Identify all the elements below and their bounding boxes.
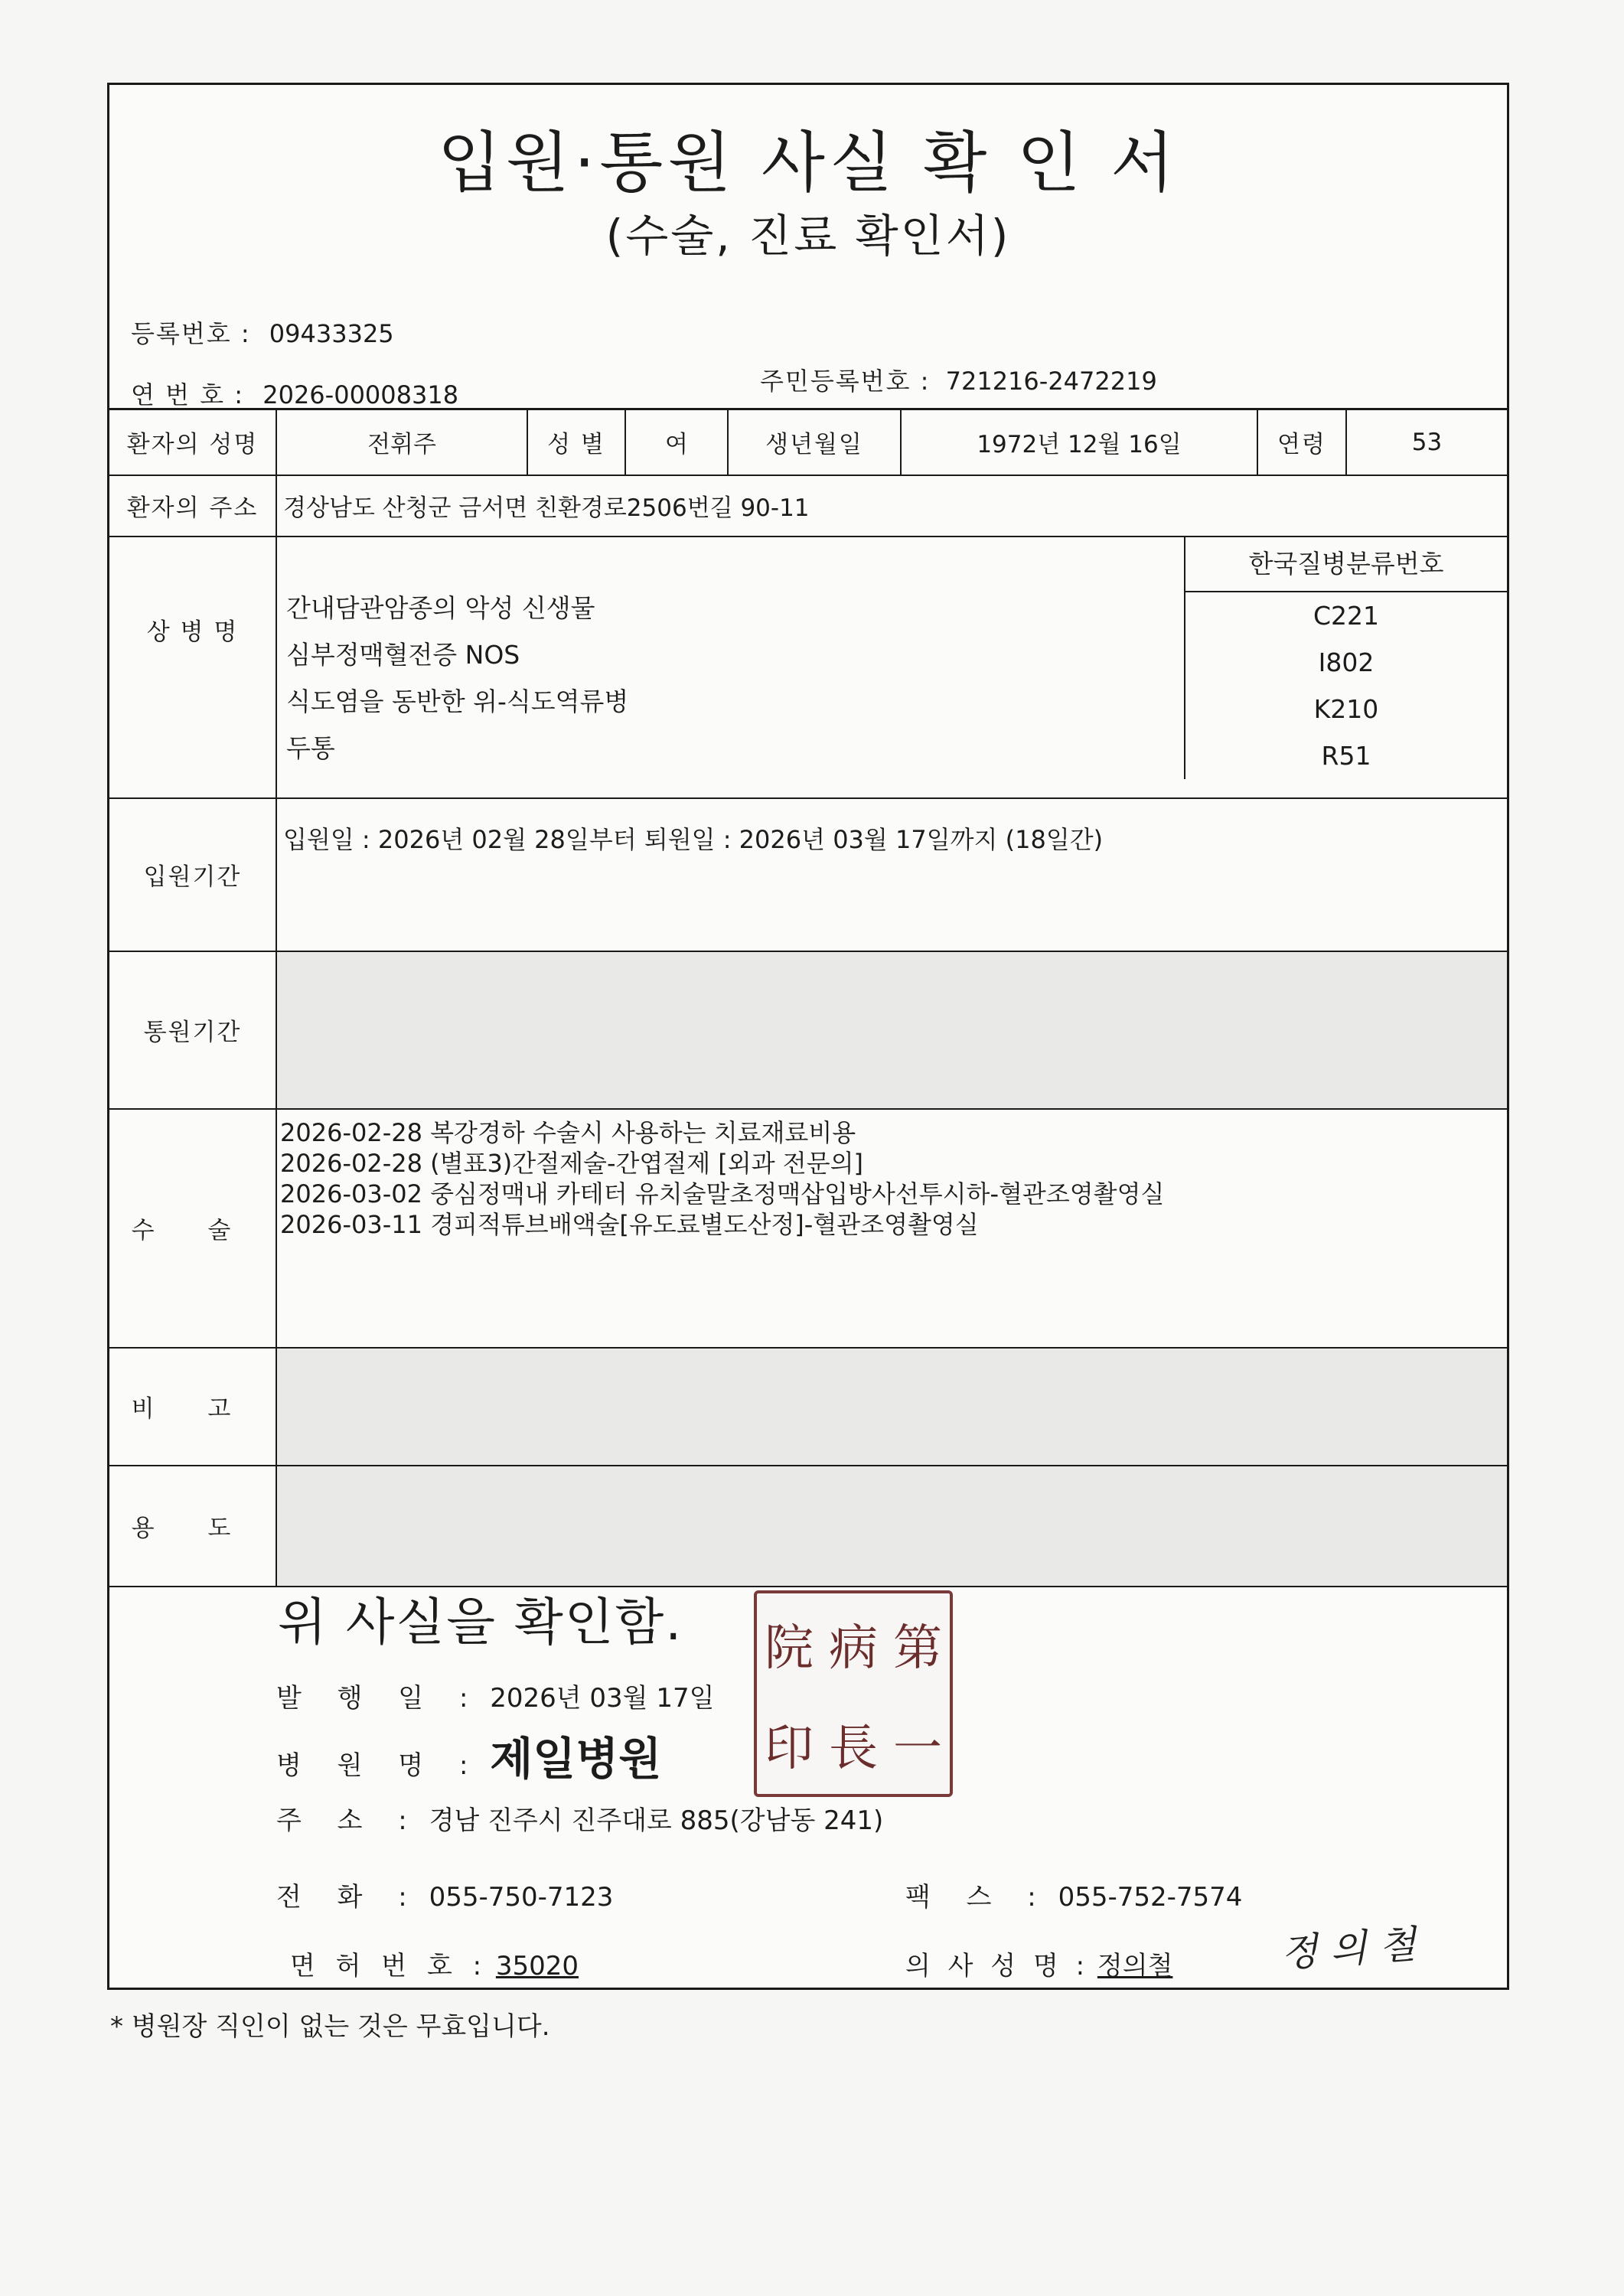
- diagnosis-item: 간내담관암종의 악성 신생물: [286, 592, 595, 623]
- doctor-line: [905, 1945, 1172, 1982]
- purpose-label: 용 도: [109, 1466, 276, 1587]
- hospital-address-label: 주 소 :: [276, 1805, 421, 1836]
- serial-value: 2026-00008318: [263, 380, 459, 409]
- outpatient-row: [109, 951, 1507, 1109]
- disease-code-header: 한국질병분류번호: [1185, 537, 1507, 592]
- phone-value: 055-750-7123: [429, 1882, 614, 1913]
- patient-dob: 1972년 12월 16일: [901, 409, 1257, 475]
- registration-label: 등록번호 :: [131, 319, 251, 348]
- admission-period: 입원일 : 2026년 02월 28일부터 퇴원일 : 2026년 03월 17일까지 (18일간): [276, 798, 1507, 951]
- fax-label: 팩 스 :: [905, 1882, 1050, 1913]
- remarks-value: [276, 1348, 1507, 1466]
- diagnosis-item: 심부정맥혈전증 NOS: [286, 639, 520, 670]
- registration-value: 09433325: [269, 319, 394, 348]
- purpose-value: [276, 1466, 1507, 1587]
- sex-label: 성 별: [527, 409, 625, 475]
- issue-date-line: [276, 1677, 714, 1714]
- surgery-row: [109, 1109, 1507, 1348]
- outpatient-label: 통원기간: [109, 951, 276, 1109]
- seal-character: 長: [829, 1720, 878, 1777]
- surgery-list: [276, 1109, 1507, 1348]
- diagnosis-item: 두통: [286, 732, 335, 763]
- seal-character: 第: [893, 1619, 942, 1677]
- disease-code: C221: [1313, 600, 1380, 631]
- outpatient-period: [276, 951, 1507, 1109]
- diagnosis-cell: [276, 536, 1507, 798]
- certificate-form: [107, 83, 1509, 1990]
- issue-date-value: 2026년 03월 17일: [490, 1683, 715, 1714]
- diagnosis-list: [277, 537, 1184, 779]
- patient-name: 전휘주: [276, 409, 527, 475]
- diagnosis-row: [109, 536, 1507, 798]
- patient-info-table: [109, 408, 1507, 1587]
- remarks-label: 비 고: [109, 1348, 276, 1466]
- doctor-label: 의 사 성 명 :: [905, 1951, 1090, 1981]
- hospital-line: [276, 1723, 661, 1787]
- hospital-seal: [754, 1590, 953, 1797]
- confirmation-statement: 위 사실을 확인함.: [278, 1593, 683, 1652]
- fax-value: 055-752-7574: [1058, 1882, 1243, 1913]
- admission-label: 입원기간: [109, 798, 276, 951]
- patient-age: 53: [1346, 409, 1507, 475]
- admission-row: [109, 798, 1507, 951]
- dob-label: 생년월일: [728, 409, 901, 475]
- address-label: 환자의 주소: [109, 475, 276, 536]
- patient-sex: 여: [625, 409, 728, 475]
- seal-character: 印: [765, 1720, 814, 1777]
- diagnosis-item: 식도염을 동반한 위-식도역류병: [286, 686, 629, 716]
- license-number: 35020: [495, 1951, 579, 1981]
- surgery-item: 2026-02-28 복강경하 수술시 사용하는 치료재료비용: [280, 1117, 856, 1147]
- fax-line: [905, 1876, 1242, 1913]
- resident-id-label: 주민등록번호 :: [760, 367, 931, 396]
- surgery-item: 2026-03-11 경피적튜브배액술[유도료별도산정]-혈관조영촬영실: [280, 1209, 979, 1239]
- hospital-label: 병 원 명 :: [276, 1750, 482, 1781]
- patient-row: [109, 409, 1507, 475]
- seal-character: 病: [829, 1619, 878, 1677]
- issue-date-label: 발 행 일 :: [276, 1683, 482, 1714]
- hospital-address: 경남 진주시 진주대로 885(강남동 241): [429, 1805, 884, 1836]
- license-line: [290, 1945, 579, 1982]
- address-row: [109, 475, 1507, 536]
- hospital-address-line: [276, 1799, 883, 1837]
- seal-character: 一: [893, 1720, 942, 1777]
- doctor-name: 정의철: [1097, 1951, 1173, 1981]
- surgery-item: 2026-03-02 중심정맥내 카테터 유치술말초정맥삽입방사선투시하-혈관조영촬영실: [280, 1179, 1165, 1208]
- surgery-label: 수 술: [109, 1109, 276, 1348]
- disease-code: K210: [1313, 693, 1379, 724]
- hospital-name: 제일병원: [490, 1733, 662, 1785]
- serial-number: [131, 376, 458, 411]
- surgery-item: 2026-02-28 (별표3)간절제술-간엽절제 [외과 전문의]: [280, 1148, 864, 1178]
- document-subtitle: (수술, 진료 확인서): [605, 210, 1011, 262]
- phone-label: 전 화 :: [276, 1882, 421, 1913]
- registration-number: [131, 315, 394, 350]
- name-label: 환자의 성명: [109, 409, 276, 475]
- diagnosis-label: 상 병 명: [109, 536, 276, 798]
- remarks-row: [109, 1348, 1507, 1466]
- disease-code: I802: [1318, 647, 1375, 677]
- seal-character: 院: [765, 1619, 814, 1677]
- resident-id-value: 721216-2472219: [945, 367, 1157, 396]
- validity-footnote: * 병원장 직인이 없는 것은 무효입니다.: [110, 2011, 550, 2042]
- age-label: 연령: [1257, 409, 1346, 475]
- serial-label: 연 번 호 :: [131, 380, 245, 409]
- phone-line: [276, 1876, 613, 1913]
- license-label: 면 허 번 호 :: [290, 1951, 488, 1981]
- document-title: 입원·통원 사실 확 인 서: [437, 125, 1179, 201]
- doctor-signature: 정의철: [1279, 1921, 1430, 1976]
- resident-id: [760, 362, 1157, 397]
- disease-code-column: [1184, 537, 1507, 779]
- disease-code: R51: [1321, 740, 1371, 771]
- purpose-row: [109, 1466, 1507, 1587]
- patient-address: 경상남도 산청군 금서면 친환경로2506번길 90-11: [276, 475, 1507, 536]
